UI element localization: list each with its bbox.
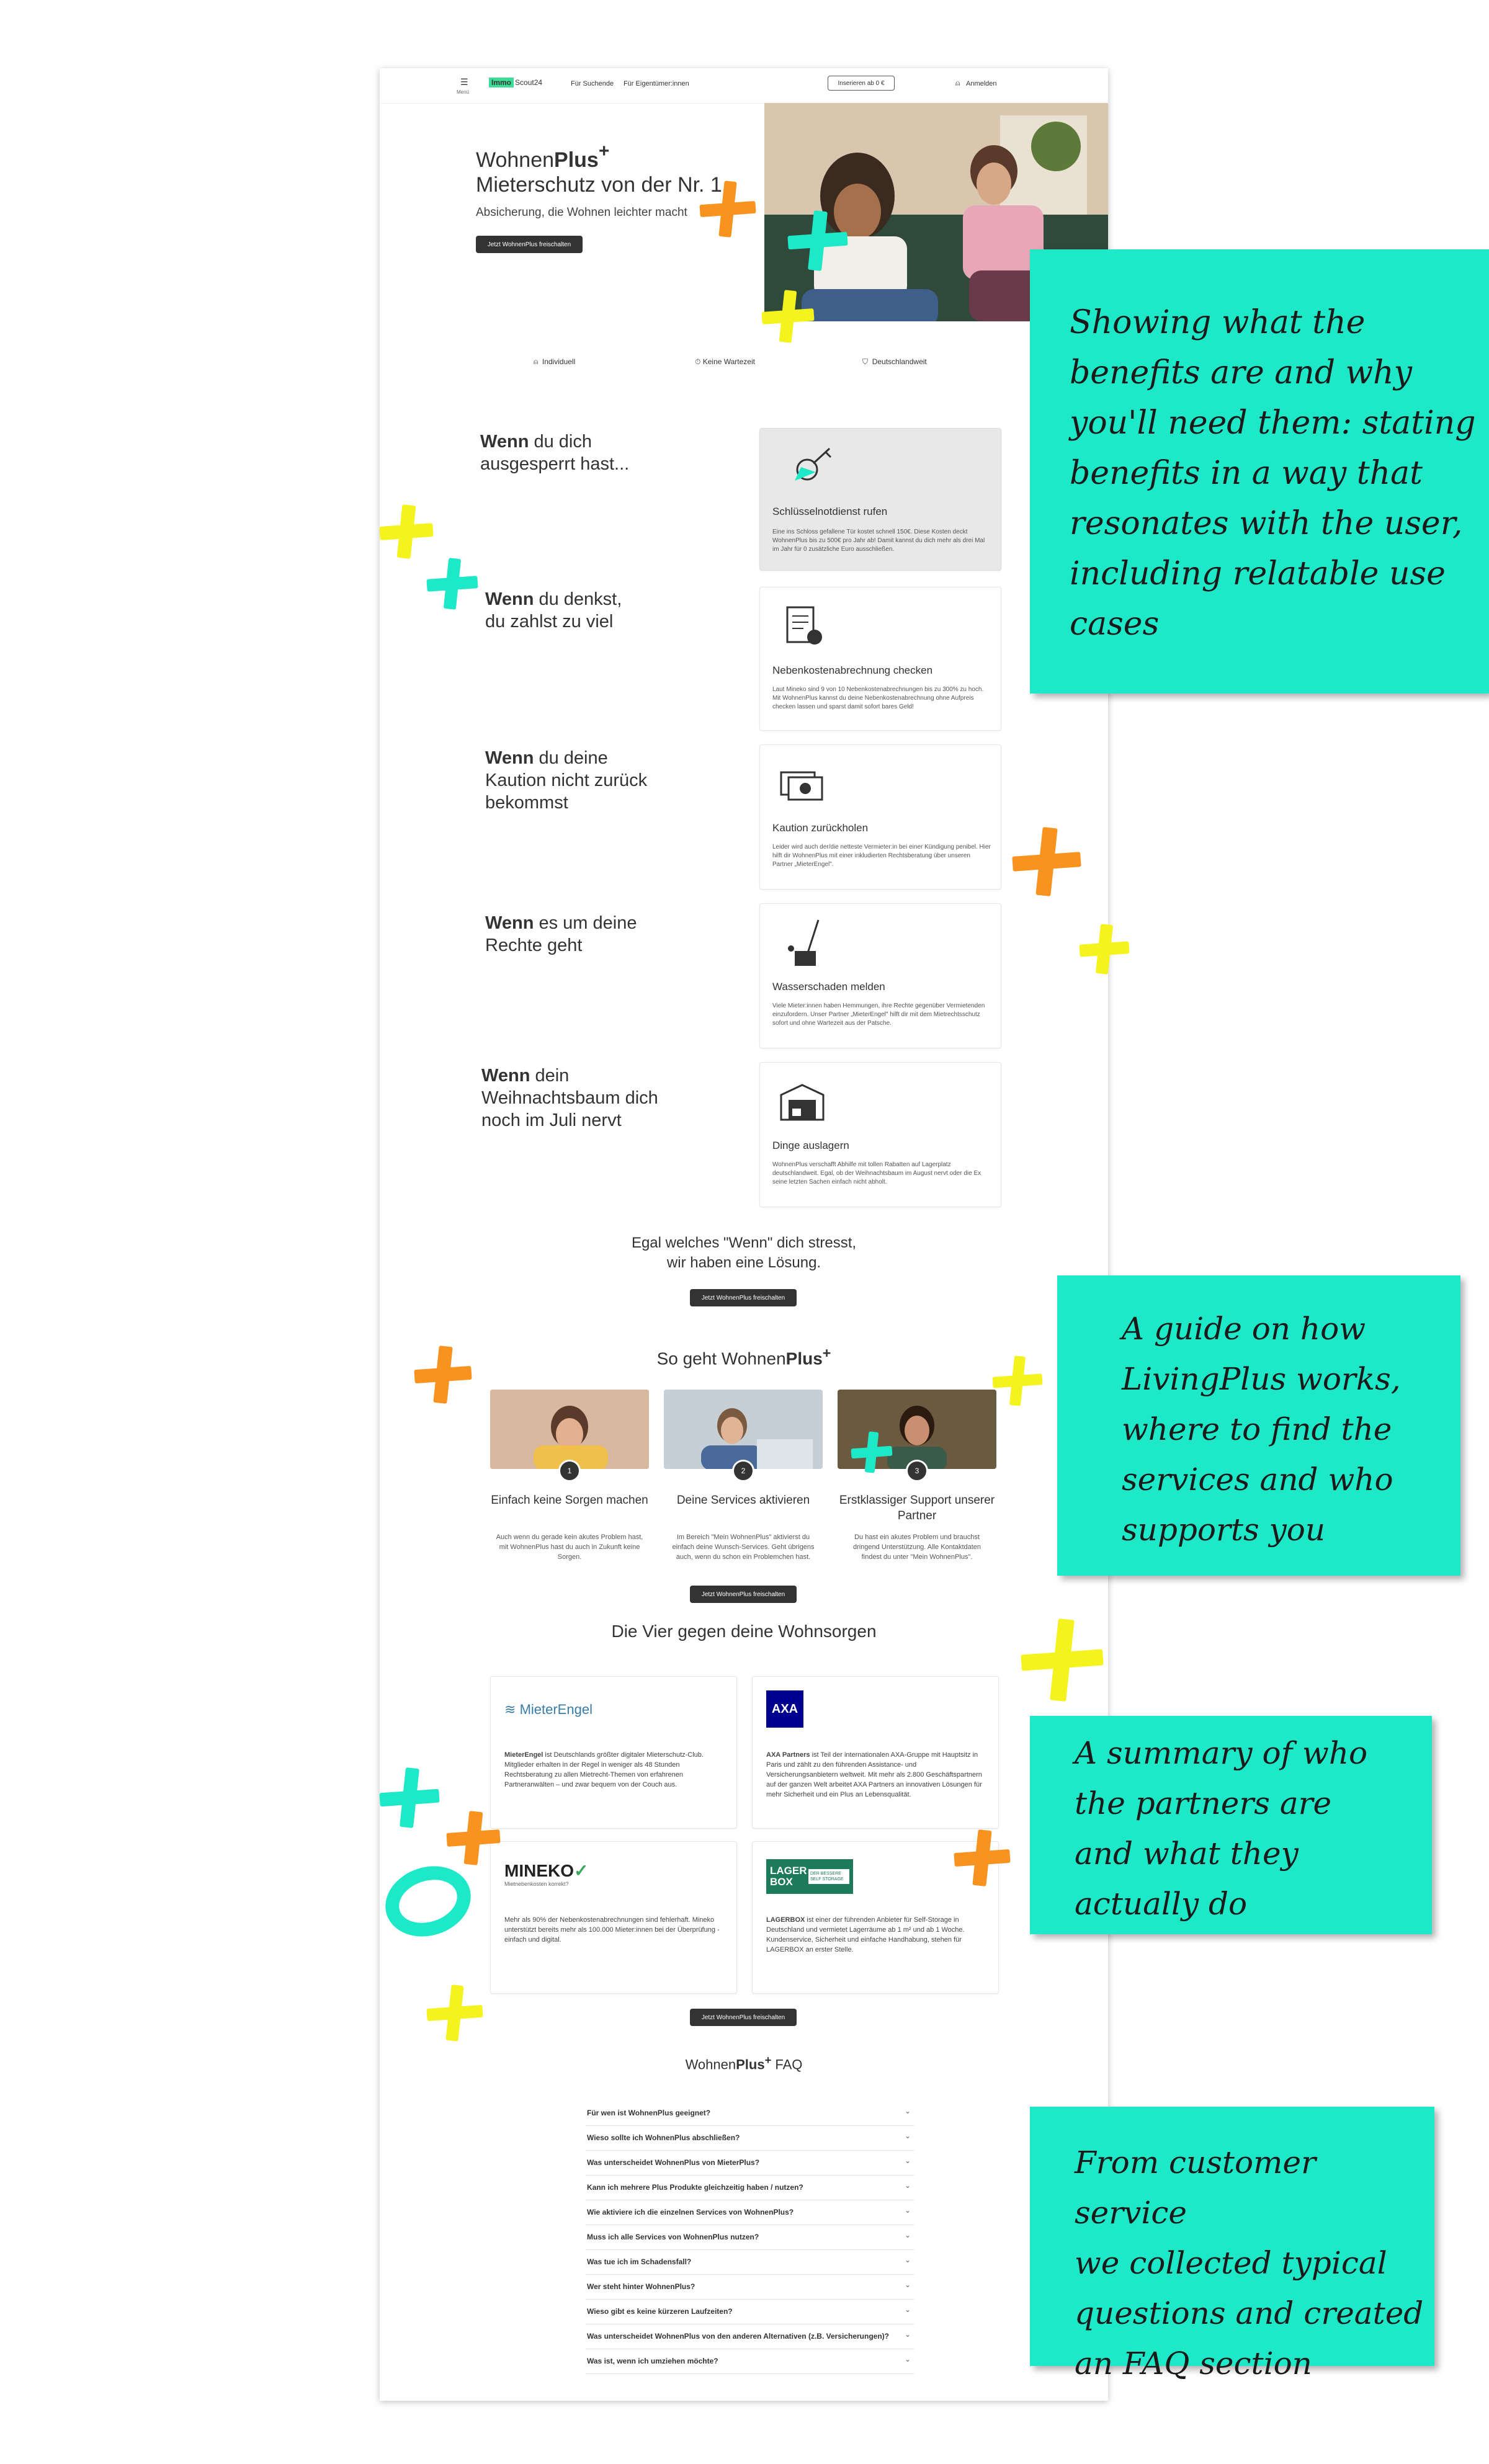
partner-description: Mehr als 90% der Nebenkostenabrechnungen sind fehlerhaft. Mineko unterstützt bereits mehr als 100.000 Mieter:innen bei der Überprüfung - einfach und digital.: [504, 1916, 720, 1944]
faq-question: Wieso sollte ich WohnenPlus abschließen?: [587, 2133, 740, 2142]
axa-logo: [766, 1690, 803, 1728]
faq-item[interactable]: [586, 2274, 914, 2300]
how-cta-button[interactable]: Jetzt WohnenPlus freischalten: [690, 1586, 797, 1603]
faq-question: Wie aktiviere ich die einzelnen Services von WohnenPlus?: [587, 2208, 794, 2216]
stress-headline: [380, 1233, 1108, 1273]
logo-text: Scout24: [515, 78, 543, 87]
step-title-1: Einfach keine Sorgen machen: [491, 1494, 648, 1507]
checkmark-icon: ✓: [574, 1861, 589, 1880]
chevron-down-icon: ⌄: [904, 2330, 911, 2339]
card-text: Viele Mieter:innen haben Hemmungen, ihre Rechte gegenüber Vermietenden einzufordern. Unser Partner „MieterEngel" hilft dir mit dem Mietrechtsschutz sofort und ohne Wartezeit aus der Patsche.: [772, 1002, 985, 1027]
chevron-down-icon: ⌄: [904, 2355, 911, 2364]
faq-question: Was unterscheidet WohnenPlus von MieterPlus?: [587, 2158, 760, 2167]
partner-card-mineko[interactable]: [490, 1841, 737, 1994]
feature-label: Keine Wartezeit: [702, 357, 755, 366]
step-title-3: Erstklassiger Support unserer Partner: [839, 1494, 995, 1522]
logo-box: Immo: [489, 78, 514, 87]
chevron-down-icon: ⌄: [904, 2181, 911, 2190]
card-text: Laut Mineko sind 9 von 10 Nebenkostenabrechnungen bis zu 300% zu hoch. Mit WohnenPlus kannst du deine Nebenkostenabrechnung ohne Aufpreis checken lassen und sparst damit sofort bares Geld!: [772, 686, 984, 710]
plus-icon: [380, 505, 433, 558]
user-icon: ⍝: [955, 79, 960, 87]
partner-name: MieterEngel: [504, 1751, 543, 1759]
faq-title-light: Wohnen: [685, 2056, 736, 2073]
plus-icon: [851, 1432, 892, 1473]
inserieren-button[interactable]: Inserieren ab 0 €: [828, 76, 895, 91]
how-title-bold: Plus: [785, 1349, 823, 1368]
plus-icon: [380, 1768, 439, 1828]
faq-question: Kann ich mehrere Plus Produkte gleichzeitig haben / nutzen?: [587, 2183, 803, 2192]
immoscout-logo[interactable]: [489, 77, 542, 88]
plus-icon: [414, 1346, 472, 1403]
scenario-card-5[interactable]: [759, 1062, 1001, 1207]
person-icon: ⍝: [534, 357, 539, 366]
partner-text: [504, 1750, 722, 1790]
card-text: WohnenPlus verschafft Abhilfe mit tollen Rabatten auf Lagerplatz deutschlandweit. Egal, ob der Weihnachtsbaum im August nervt oder die Ex seine letzten Sachen einfach nicht abholt.: [772, 1161, 981, 1185]
mieterengel-logo: [504, 1702, 592, 1718]
step-photo-2: [664, 1390, 823, 1469]
chevron-down-icon: ⌄: [904, 2206, 911, 2215]
step-text-2: Im Bereich "Mein WohnenPlus" aktivierst du einfach deine Wunsch-Services. Geht übrigens auch, wenn du schon ein Problemchen hast.: [672, 1533, 815, 1561]
note-text: Showing what the benefits are and why you'll need them: stating benefits in a way that resonates with the user, including relatable use cases: [1070, 304, 1476, 643]
plus-sup-icon: +: [598, 141, 610, 161]
lagerbox-tagline: DER BESSERE SELF STORAGE: [808, 1869, 849, 1884]
faq-title-suffix: FAQ: [771, 2056, 803, 2073]
plus-icon: [1013, 828, 1081, 896]
login-link[interactable]: Anmelden: [966, 80, 997, 87]
faq-item[interactable]: [586, 2324, 914, 2349]
partners-cta-button[interactable]: Jetzt WohnenPlus freischalten: [690, 2009, 797, 2026]
chevron-down-icon: ⌄: [904, 2305, 911, 2314]
scenario-card-4[interactable]: [759, 903, 1001, 1048]
hero-subline: Absicherung, die Wohnen leichter macht: [476, 206, 687, 219]
plus-icon: [1080, 924, 1129, 974]
how-steps: [490, 1390, 999, 1650]
card-title: Kaution zurückholen: [772, 822, 869, 834]
stress-line-1: Egal welches "Wenn" dich stresst,: [631, 1234, 857, 1251]
nav-link-suchende[interactable]: Für Suchende: [571, 80, 614, 87]
faq-item[interactable]: [586, 2349, 914, 2374]
partner-name: LAGERBOX: [766, 1916, 805, 1924]
top-navigation: [380, 68, 1108, 104]
card-title: Wasserschaden melden: [772, 981, 885, 993]
step-text-3: Du hast ein akutes Problem und brauchst dringend Unterstützung. Alle Kontaktdaten findest du unter "Mein WohnenPlus".: [852, 1533, 981, 1561]
scenario-rest: du deine Kaution nicht zurück bekommst: [485, 748, 648, 813]
mineko-logo: [504, 1860, 588, 1887]
scenario-card-1[interactable]: [759, 428, 1001, 571]
note-text: From customer service we collected typical questions and created an FAQ section: [1075, 2145, 1424, 2381]
hero-cta-button[interactable]: Jetzt WohnenPlus freischalten: [476, 236, 583, 253]
mineko-tagline: Mietnebenkosten korrekt?: [504, 1881, 569, 1887]
nav-link-eigentuemer[interactable]: Für Eigentümer:innen: [624, 80, 689, 87]
partners-title: Die Vier gegen deine Wohnsorgen: [611, 1622, 877, 1641]
partner-description: ist Teil der internationalen AXA-Gruppe mit Hauptsitz in Paris und zählt zu den führenden Assistance- und Versicherungsanbietern weltweit. Mit mehr als 2.800 Geschäftspartnern auf der ganzen Welt arbeitet AXA Partners an innovativen Lösungen für mehr Sicherheit und ein Plus an Lebensqualität.: [766, 1751, 982, 1798]
feature-keine-wartezeit: [695, 357, 755, 367]
annotation-note-benefits: [1030, 249, 1489, 694]
wing-icon: ≋: [504, 1702, 516, 1717]
faq-question: Wer steht hinter WohnenPlus?: [587, 2282, 695, 2291]
lagerbox-logo-text: LAGER BOX: [770, 1865, 807, 1888]
scenario-2-text: [485, 588, 646, 633]
feature-label: Deutschlandweit: [872, 357, 927, 366]
mieterengel-logo-text: MieterEngel: [519, 1702, 592, 1717]
scenario-rest: es um deine Rechte geht: [485, 913, 637, 955]
plus-icon: [762, 290, 814, 342]
partner-description: ist einer der führenden Anbieter für Self-Storage in Deutschland und vermietet Lagerräume ab 1 m² und ab 1 Woche. Kundenservice, Sicherheit und einfache Handhabung, stehen für LAGERBOX an erster Stelle.: [766, 1916, 965, 1953]
faq-title: [380, 2053, 1108, 2073]
scenario-1-text: [480, 431, 666, 475]
faq-question: Was ist, wenn ich umziehen möchte?: [587, 2357, 718, 2365]
annotation-note-partners: [1030, 1716, 1432, 1934]
stopwatch-icon: ⏱: [695, 357, 701, 366]
annotation-note-how-it-works: [1057, 1275, 1460, 1576]
scenario-card-3[interactable]: [759, 744, 1001, 890]
chevron-down-icon: ⌄: [904, 2107, 911, 2115]
step-text-1: Auch wenn du gerade kein akutes Problem hast, mit WohnenPlus hast du auch in Zukunft keine Sorgen.: [496, 1533, 643, 1561]
scenario-3-text: [485, 747, 659, 814]
step-photo-2-illustration: [664, 1390, 823, 1469]
step-number-1: 1: [558, 1460, 581, 1482]
chevron-down-icon: ⌄: [904, 2231, 911, 2239]
storage-unit-icon: [777, 1081, 827, 1125]
card-title: Nebenkostenabrechnung checken: [772, 664, 933, 676]
step-photo-1-illustration: [490, 1390, 649, 1469]
plus-icon: [1021, 1619, 1103, 1701]
mineko-logo-word: MINEKO: [504, 1861, 574, 1880]
plus-icon: [427, 1985, 483, 2041]
partner-card-axa[interactable]: [752, 1676, 999, 1829]
scenario-rest: dein Weihnachtsbaum dich noch im Juli nervt: [481, 1066, 658, 1130]
stress-cta-button[interactable]: Jetzt WohnenPlus freischalten: [690, 1289, 797, 1306]
lagerbox-logo: [766, 1859, 853, 1894]
faq-item[interactable]: [586, 2150, 914, 2176]
note-text: A summary of who the partners are and what they actually do: [1075, 1735, 1368, 1922]
scenario-rest: du denkst, du zahlst zu viel: [485, 589, 622, 632]
scenario-rest: du dich ausgesperrt hast...: [480, 432, 630, 474]
step-number-3: 3: [906, 1460, 928, 1482]
faq-question: Was unterscheidet WohnenPlus von den anderen Alternativen (z.B. Versicherungen)?: [587, 2332, 889, 2341]
partner-card-mieterengel[interactable]: [490, 1676, 737, 1829]
faq-item[interactable]: [586, 2225, 914, 2250]
mineko-logo-text: [504, 1860, 588, 1881]
hero-headline: Mieterschutz von der Nr. 1: [476, 173, 722, 197]
annotation-note-faq: [1030, 2107, 1434, 2381]
card-text: Leider wird auch der/die netteste Vermieter:in bei einer Kündigung penibel. Hier hilft dir WohnenPlus mit einer inkludierten Rechtsberatung über unseren Partner „MieterEngel".: [772, 844, 991, 868]
key-icon: [782, 444, 838, 493]
step-photo-1: [490, 1390, 649, 1469]
shield-icon: ⛉: [862, 357, 869, 366]
plus-icon: [447, 1811, 500, 1865]
chevron-down-icon: ⌄: [904, 2156, 911, 2165]
partner-description: ist Deutschlands größter digitaler Mieterschutz-Club. Mitglieder erhalten in der Regel in weniger als 48 Stunden Rechtsberatung zu allen Mietrecht-Themen von erfahrenen Partneranwälten – und zwar bequem von der Couch aus.: [504, 1751, 704, 1788]
scenario-5-text: [481, 1065, 680, 1132]
card-text: Eine ins Schloss gefallene Tür kostet schnell 150€. Diese Kosten deckt WohnenPlus bis zu 500€ pro Jahr ab! Damit kannst du dich mehr als drei Mal im Jahr für 0 zusätzliche Euro ausschließen.: [772, 529, 985, 553]
partner-text: [504, 1915, 722, 1945]
faq-item[interactable]: [586, 2100, 914, 2126]
step-number-2: 2: [732, 1460, 754, 1482]
scenario-wenn: Wenn: [485, 748, 534, 768]
feature-label: Individuell: [542, 357, 576, 366]
scenario-card-2[interactable]: [759, 587, 1001, 731]
plus-sup-icon: +: [822, 1345, 831, 1361]
card-title: Schlüsselnotdienst rufen: [772, 506, 888, 517]
hero-brand: [476, 141, 610, 172]
scenario-wenn: Wenn: [485, 913, 534, 933]
faq-item[interactable]: [586, 2299, 914, 2324]
partner-text: [766, 1750, 983, 1800]
hamburger-menu-icon[interactable]: ☰: [460, 77, 468, 87]
plus-icon: [700, 181, 756, 237]
plus-icon: [954, 1830, 1010, 1886]
mop-bucket-icon: [782, 916, 832, 972]
faq-question: Wieso gibt es keine kürzeren Laufzeiten?: [587, 2307, 733, 2316]
faq-question: Für wen ist WohnenPlus geeignet?: [587, 2109, 711, 2117]
note-text: A guide on how LivingPlus works, where to find the services and who supports you: [1122, 1311, 1401, 1548]
feature-individuell: [534, 357, 575, 367]
cash-icon: [777, 766, 833, 810]
hero-brand-bold: Plus: [554, 148, 599, 172]
faq-item[interactable]: [586, 2200, 914, 2225]
faq-item[interactable]: [586, 2175, 914, 2200]
how-title-light: So geht Wohnen: [656, 1349, 786, 1368]
plus-icon: [427, 558, 478, 609]
faq-question: Muss ich alle Services von WohnenPlus nutzen?: [587, 2233, 759, 2241]
scenario-wenn: Wenn: [480, 432, 529, 452]
chevron-down-icon: ⌄: [904, 2280, 911, 2289]
menu-label: Menü: [457, 89, 470, 95]
step-title-2: Deine Services aktivieren: [676, 1494, 810, 1507]
wohnenplus-landing-page: [380, 68, 1108, 2401]
plus-sup-icon: +: [764, 2053, 772, 2066]
feature-deutschlandweit: [862, 357, 927, 367]
partner-text: [766, 1915, 983, 1955]
faq-title-bold: Plus: [736, 2056, 765, 2073]
axa-logo-text: AXA: [771, 1702, 798, 1716]
faq-item[interactable]: [586, 2249, 914, 2275]
plus-icon: [993, 1356, 1042, 1406]
chevron-down-icon: ⌄: [904, 2131, 911, 2140]
plus-icon: [788, 211, 847, 270]
partner-name: AXA Partners: [766, 1751, 810, 1759]
stress-line-2: wir haben eine Lösung.: [666, 1254, 821, 1271]
scenario-wenn: Wenn: [481, 1066, 530, 1086]
document-icon: [782, 602, 826, 652]
faq-question: Was tue ich im Schadensfall?: [587, 2257, 692, 2266]
faq-item[interactable]: [586, 2125, 914, 2151]
scenario-wenn: Wenn: [485, 589, 534, 609]
scenario-4-text: [485, 912, 671, 957]
card-title: Dinge auslagern: [772, 1140, 849, 1151]
chevron-down-icon: ⌄: [904, 2256, 911, 2264]
hero-brand-light: Wohnen: [476, 148, 555, 172]
